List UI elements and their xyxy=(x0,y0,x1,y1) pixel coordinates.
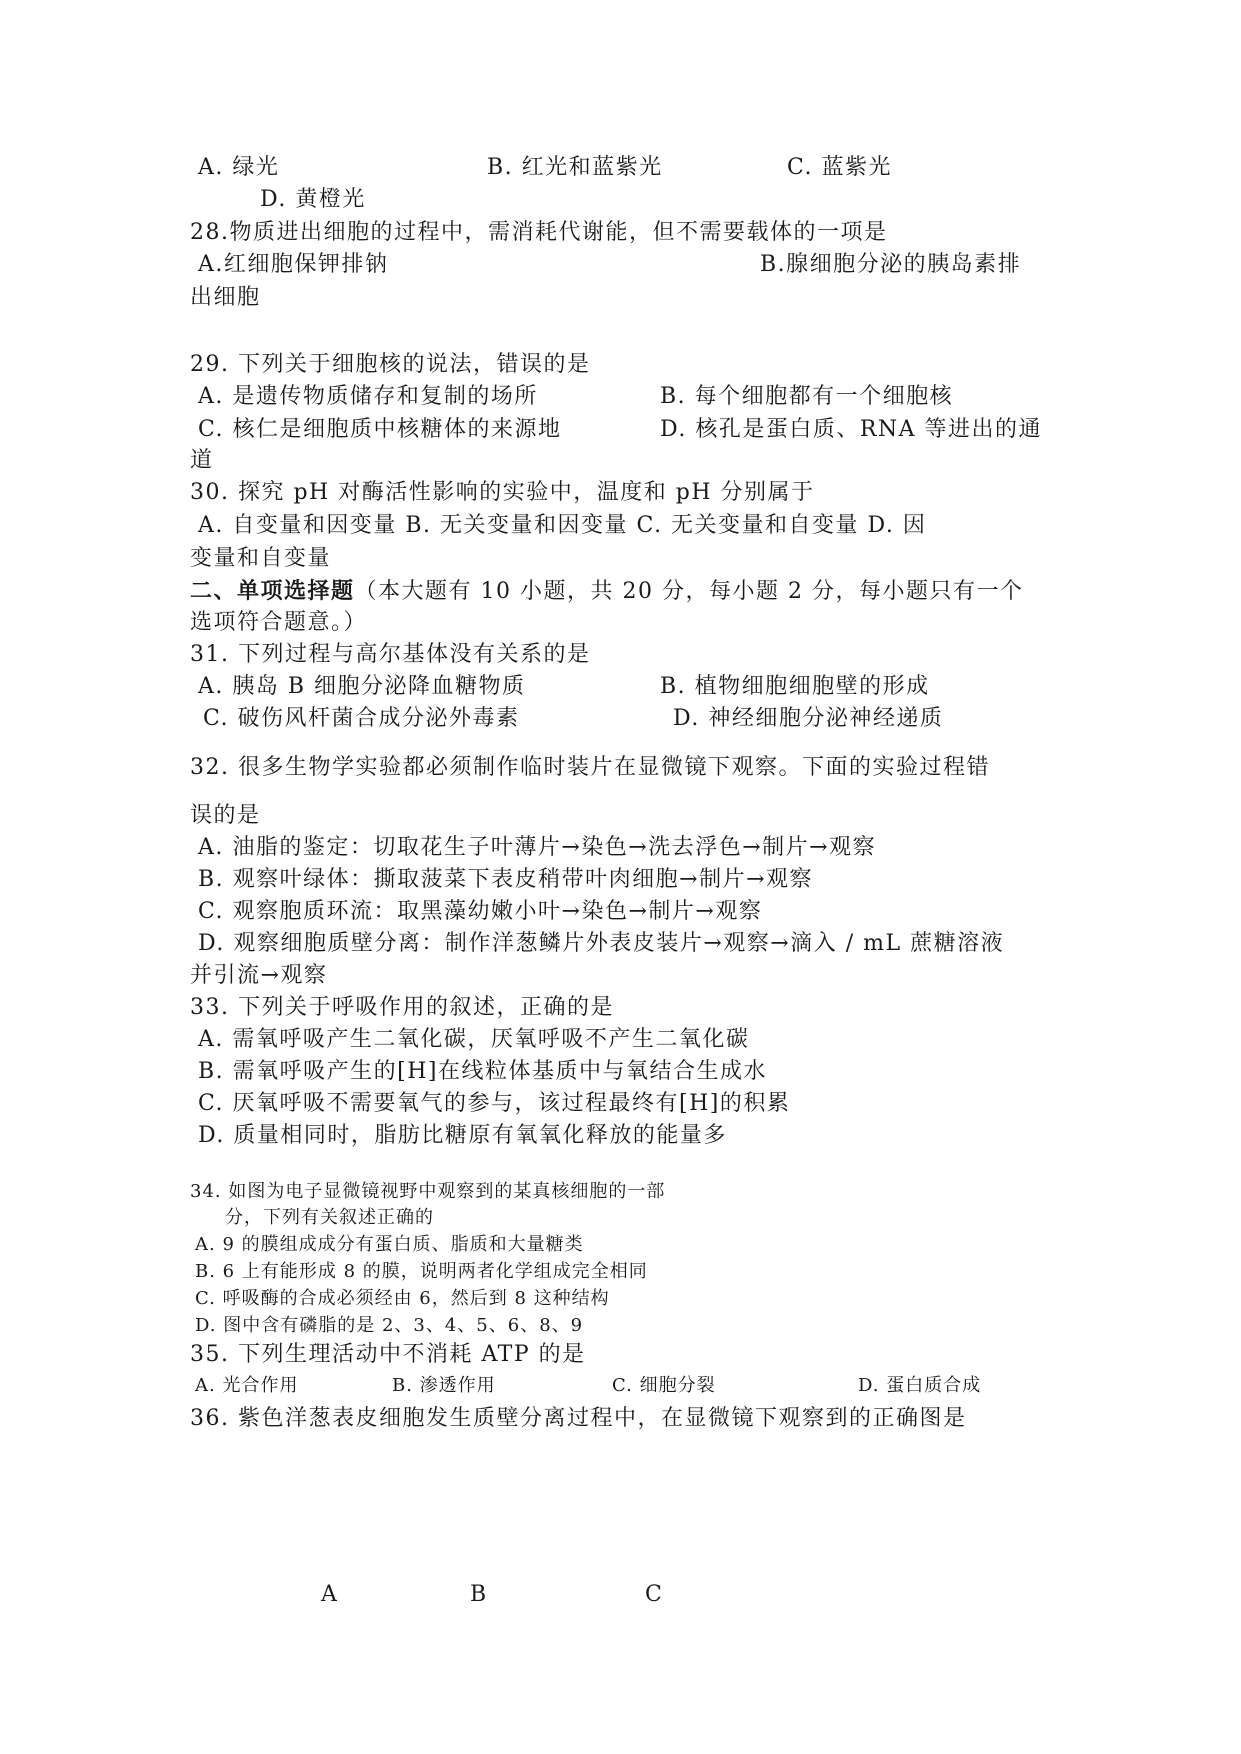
q28-option-b: B.腺细胞分泌的胰岛素排 xyxy=(760,252,1022,277)
q35-option-c: C. 细胞分裂 xyxy=(612,1375,716,1396)
q33-option-d: D. 质量相同时，脂肪比糖原有氧氧化释放的能量多 xyxy=(198,1123,727,1148)
q32-option-a: A. 油脂的鉴定：切取花生子叶薄片→染色→洗去浮色→制片→观察 xyxy=(198,835,877,860)
q32-option-b: B. 观察叶绿体：撕取菠菜下表皮稍带叶肉细胞→制片→观察 xyxy=(198,867,814,892)
q35-option-a: A. 光合作用 xyxy=(195,1375,299,1396)
q33-stem: 33. 下列关于呼吸作用的叙述，正确的是 xyxy=(190,995,614,1020)
q35-option-b: B. 渗透作用 xyxy=(392,1375,496,1396)
q34-stem-cont: 分，下列有关叙述正确的 xyxy=(225,1207,434,1228)
q29-option-d-cont: 道 xyxy=(190,448,214,473)
q33-option-b: B. 需氧呼吸产生的[H]在线粒体基质中与氧结合生成水 xyxy=(198,1059,768,1084)
q27-option-c: C. 蓝紫光 xyxy=(787,155,893,180)
q30-options-cont: 变量和自变量 xyxy=(190,546,332,571)
q32-option-d-cont: 并引流→观察 xyxy=(190,963,328,988)
figure-label-a: A xyxy=(321,1582,339,1607)
q27-option-d: D. 黄橙光 xyxy=(260,187,366,212)
q28-option-a: A.红细胞保钾排钠 xyxy=(198,252,389,277)
q36-stem: 36. 紫色洋葱表皮细胞发生质壁分离过程中，在显微镜下观察到的正确图是 xyxy=(190,1406,967,1431)
section-title: 二、单项选择题 xyxy=(190,578,355,604)
q34-option-c: C. 呼吸酶的合成必须经由 6，然后到 8 这种结构 xyxy=(195,1288,610,1309)
q28-stem: 28.物质进出细胞的过程中，需消耗代谢能，但不需要载体的一项是 xyxy=(190,220,888,245)
q32-stem: 32. 很多生物学实验都必须制作临时装片在显微镜下观察。下面的实验过程错 xyxy=(190,755,990,780)
q32-stem-cont: 误的是 xyxy=(190,803,261,828)
q28-option-b-cont: 出细胞 xyxy=(190,285,261,310)
q30-stem: 30. 探究 pH 对酶活性影响的实验中，温度和 pH 分别属于 xyxy=(190,480,815,505)
q33-option-a: A. 需氧呼吸产生二氧化碳，厌氧呼吸不产生二氧化碳 xyxy=(198,1027,750,1052)
q31-option-a: A. 胰岛 B 细胞分泌降血糖物质 xyxy=(198,674,526,699)
q27-option-b: B. 红光和蓝紫光 xyxy=(487,155,663,180)
section-note: （本大题有 10 小题，共 20 分，每小题 2 分，每小题只有一个 xyxy=(354,579,1024,604)
q30-options: A. 自变量和因变量 B. 无关变量和因变量 C. 无关变量和自变量 D. 因 xyxy=(198,513,927,538)
q34-option-b: B. 6 上有能形成 8 的膜，说明两者化学组成完全相同 xyxy=(195,1261,648,1282)
q35-stem: 35. 下列生理活动中不消耗 ATP 的是 xyxy=(190,1342,586,1367)
q34-option-a: A. 9 的膜组成成分有蛋白质、脂质和大量糖类 xyxy=(195,1234,584,1255)
q29-stem: 29. 下列关于细胞核的说法，错误的是 xyxy=(190,352,591,377)
q31-option-b: B. 植物细胞细胞壁的形成 xyxy=(660,674,930,699)
q29-option-b: B. 每个细胞都有一个细胞核 xyxy=(660,384,954,409)
section-heading xyxy=(190,576,1023,607)
q32-option-d: D. 观察细胞质壁分离：制作洋葱鳞片外表皮装片→观察→滴入 / mL 蔗糖溶液 xyxy=(198,931,1005,956)
figure-label-b: B xyxy=(470,1582,488,1607)
q27-option-a: A. 绿光 xyxy=(198,155,280,180)
q34-option-d: D. 图中含有磷脂的是 2、3、4、5、6、8、9 xyxy=(195,1315,584,1336)
q32-option-c: C. 观察胞质环流：取黑藻幼嫩小叶→染色→制片→观察 xyxy=(198,899,763,924)
q33-option-c: C. 厌氧呼吸不需要氧气的参与，该过程最终有[H]的积累 xyxy=(198,1091,791,1116)
q29-option-c: C. 核仁是细胞质中核糖体的来源地 xyxy=(198,417,562,442)
section-note-cont: 选项符合题意。） xyxy=(190,610,368,635)
q34-stem: 34. 如图为电子显微镜视野中观察到的某真核细胞的一部 xyxy=(190,1181,666,1202)
q35-option-d: D. 蛋白质合成 xyxy=(858,1375,982,1396)
q29-option-d: D. 核孔是蛋白质、RNA 等进出的通 xyxy=(660,417,1043,442)
q29-option-a: A. 是遗传物质储存和复制的场所 xyxy=(198,384,538,409)
q31-option-d: D. 神经细胞分泌神经递质 xyxy=(673,706,944,731)
q31-stem: 31. 下列过程与高尔基体没有关系的是 xyxy=(190,642,591,667)
q31-option-c: C. 破伤风杆菌合成分泌外毒素 xyxy=(203,706,520,731)
figure-label-c: C xyxy=(645,1582,664,1607)
